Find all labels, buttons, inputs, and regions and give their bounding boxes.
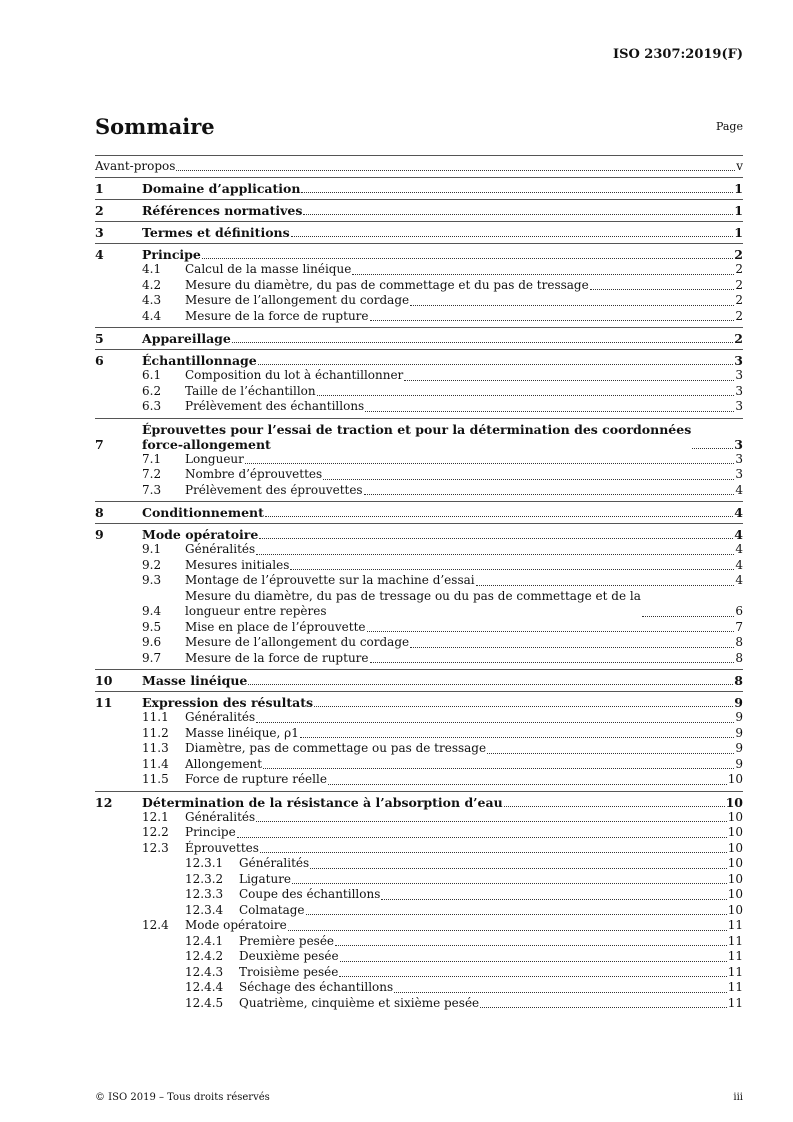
toc-entry-title: Références normatives (142, 203, 303, 218)
toc-entry-number: 12.4.1 (185, 933, 224, 948)
dot-leader (237, 837, 727, 838)
toc-section (95, 691, 743, 791)
toc-entry-title: Mesure du diamètre, du pas de tressage ou du pas de commettage et de la longueur entre repères (185, 588, 641, 618)
toc-entry-page: 4 (734, 505, 743, 520)
toc-entry-title: Deuxième pesée (239, 949, 339, 963)
toc-entry-title: Colmatage (239, 902, 305, 917)
toc-entry-page: 7 (735, 619, 743, 634)
toc-section (95, 243, 743, 327)
toc-entry-page: 4 (734, 527, 743, 542)
dot-leader (476, 585, 735, 586)
toc-entry-title: Prélèvement des éprouvettes (185, 482, 363, 497)
toc-entry[interactable] (95, 980, 743, 996)
table-of-contents (95, 155, 743, 1014)
toc-entry-page: 1 (734, 225, 743, 240)
toc-entry-number: 11.1 (142, 710, 169, 724)
toc-entry-page: 2 (734, 247, 743, 262)
dot-leader (232, 342, 733, 343)
toc-entry[interactable] (95, 872, 743, 888)
toc-entry-page: 9 (735, 741, 743, 755)
dot-leader (292, 883, 727, 884)
toc-entry-title: Échantillonnage (142, 353, 257, 368)
dot-leader (323, 479, 734, 480)
toc-entry[interactable] (95, 841, 743, 857)
toc-entry[interactable] (95, 293, 743, 309)
toc-entry-page: 10 (727, 887, 743, 901)
toc-entry[interactable] (95, 203, 743, 218)
dot-leader (504, 806, 725, 807)
toc-entry-number: 9 (95, 527, 104, 542)
page-column-label: Page (715, 120, 743, 133)
toc-entry-number: 12.4.3 (185, 964, 224, 979)
toc-entry-number: 11 (95, 695, 113, 710)
toc-entry-title: Mesure de l’allongement du cordage (185, 635, 410, 649)
toc-entry[interactable] (95, 225, 743, 240)
toc-entry-title: Taille de l’échantillon (185, 383, 316, 398)
toc-entry-page: 3 (735, 451, 743, 466)
toc-entry-title: Conditionnement (142, 505, 264, 520)
toc-entry-title: Éprouvettes pour l’essai de traction et pour la détermination des coordonnées force-allongement (142, 421, 692, 452)
toc-entry-page: 11 (727, 964, 743, 979)
toc-entry-number: 12.1 (142, 809, 169, 824)
toc-entry[interactable] (95, 726, 743, 742)
dot-leader (487, 753, 734, 754)
toc-entry-page: 4 (735, 573, 743, 587)
toc-entry[interactable] (95, 573, 743, 589)
toc-entry-page: 9 (735, 710, 743, 724)
toc-entry[interactable] (95, 934, 743, 950)
dot-leader (339, 976, 726, 977)
toc-entry-title: Prélèvement des échantillons (185, 399, 365, 413)
dot-leader (248, 684, 733, 685)
toc-entry-number: 2 (95, 203, 104, 218)
toc-entry-page: 3 (734, 353, 743, 368)
toc-entry[interactable] (95, 422, 743, 452)
toc-entry-title: Masse linéique (142, 673, 248, 688)
dot-leader (303, 214, 733, 215)
toc-entry-number: 9.4 (142, 604, 162, 618)
toc-entry-title: Calcul de la masse linéique (185, 262, 352, 276)
toc-entry-page: 4 (735, 482, 743, 497)
dot-leader (590, 289, 735, 290)
toc-entry-title: Principe (185, 825, 236, 839)
toc-entry[interactable] (95, 589, 743, 620)
toc-entry-page: 10 (727, 856, 743, 870)
dot-leader (692, 448, 733, 449)
toc-entry-title: Expression des résultats (142, 695, 314, 710)
toc-entry-number: 12.4 (142, 918, 169, 932)
toc-entry[interactable] (95, 651, 743, 667)
toc-entry-title: Appareillage (142, 331, 231, 346)
toc-entry-title: Ligature (239, 871, 292, 886)
toc-entry-title: Éprouvettes (185, 840, 259, 855)
toc-entry-title: Mesure de la force de rupture (185, 308, 369, 323)
dot-leader (290, 569, 734, 570)
toc-entry-page: 2 (735, 262, 743, 276)
toc-entry-number: 7.1 (142, 451, 162, 466)
toc-entry-page: 4 (735, 542, 743, 556)
toc-entry-number: 10 (95, 673, 113, 688)
toc-entry[interactable] (95, 542, 743, 558)
toc-entry-number: 9.1 (142, 542, 162, 556)
toc-entry-title: Composition du lot à échantillonner (185, 368, 404, 382)
toc-entry-number: 6.1 (142, 368, 162, 382)
toc-entry-page: 3 (735, 467, 743, 481)
dot-leader (310, 868, 727, 869)
dot-leader (258, 364, 734, 365)
toc-entry[interactable] (95, 695, 743, 710)
toc-entry-title: Troisième pesée (239, 964, 339, 979)
dot-leader (314, 706, 733, 707)
toc-entry[interactable] (95, 384, 743, 400)
toc-entry-number: 5 (95, 331, 104, 346)
toc-entry[interactable] (95, 527, 743, 542)
toc-entry-page: 10 (727, 902, 743, 917)
toc-entry-page: 8 (735, 635, 743, 649)
toc-entry-page: 2 (735, 293, 743, 307)
toc-entry-number: 8 (95, 505, 104, 520)
toc-entry-title: Généralités (185, 542, 256, 556)
dot-leader (260, 852, 727, 853)
toc-entry-page: 10 (727, 871, 743, 886)
toc-entry-page: 2 (735, 277, 743, 292)
toc-entry-page: 10 (727, 825, 743, 839)
toc-entry-title: Mesure de la force de rupture (185, 650, 369, 665)
toc-entry[interactable] (95, 247, 743, 262)
dot-leader (410, 647, 734, 648)
toc-entry-page: 8 (735, 650, 743, 665)
toc-entry-number: 4.2 (142, 277, 162, 292)
toc-entry-number: 11.2 (142, 725, 169, 740)
toc-entry-title: Première pesée (239, 933, 335, 948)
toc-entry-title: Avant-propos (95, 159, 176, 173)
toc-entry-page: 11 (727, 949, 743, 963)
toc-entry-title: Masse linéique, ρ1 (185, 725, 299, 740)
toc-entry-number: 12.3.2 (185, 871, 224, 886)
toc-entry-title: Généralités (239, 856, 310, 870)
dot-leader (245, 463, 734, 464)
dot-leader (263, 768, 734, 769)
toc-section (95, 155, 743, 177)
toc-entry-title: Séchage des échantillons (239, 980, 394, 994)
toc-entry-number: 9.2 (142, 557, 162, 572)
dot-leader (202, 258, 733, 259)
toc-entry[interactable] (95, 620, 743, 636)
toc-entry-page: 11 (727, 933, 743, 948)
dot-leader (642, 616, 734, 617)
dot-leader (306, 914, 727, 915)
toc-entry-number: 3 (95, 225, 104, 240)
toc-entry-number: 7.3 (142, 482, 162, 497)
toc-entry-title: Mesures initiales (185, 557, 290, 572)
dot-leader (291, 236, 734, 237)
toc-entry-title: Mesure du diamètre, du pas de commettage et du pas de tressage (185, 277, 589, 292)
toc-entry-page: 10 (727, 809, 743, 824)
toc-entry[interactable] (95, 918, 743, 934)
toc-entry-number: 6.2 (142, 383, 162, 398)
toc-entry-page: 10 (727, 772, 743, 786)
toc-entry[interactable] (95, 309, 743, 325)
toc-entry-number: 6 (95, 353, 104, 368)
toc-entry[interactable] (95, 635, 743, 651)
toc-entry-page: 11 (727, 995, 743, 1010)
dot-leader (340, 961, 727, 962)
dot-leader (335, 945, 727, 946)
toc-section (95, 669, 743, 691)
toc-entry-number: 9.5 (142, 619, 162, 634)
toc-entry[interactable] (95, 887, 743, 903)
toc-entry-page: 10 (727, 840, 743, 855)
toc-entry-page: 2 (735, 308, 743, 323)
toc-entry[interactable] (95, 159, 743, 174)
toc-entry-number: 7 (95, 436, 104, 452)
toc-entry-number: 9.7 (142, 650, 162, 665)
toc-entry[interactable] (95, 996, 743, 1012)
toc-entry-page: 9 (735, 756, 743, 771)
dot-leader (352, 274, 734, 275)
toc-entry-number: 12.4.4 (185, 980, 224, 994)
toc-section (95, 177, 743, 199)
toc-entry-title: Longueur (185, 451, 244, 466)
toc-entry-title: Diamètre, pas de commettage ou pas de tressage (185, 741, 487, 755)
toc-entry[interactable] (95, 772, 743, 788)
toc-entry-title: Mode opératoire (142, 527, 259, 542)
dot-leader (176, 170, 735, 171)
dot-leader (367, 631, 735, 632)
dot-leader (328, 784, 727, 785)
toc-entry-title: Quatrième, cinquième et sixième pesée (239, 995, 480, 1010)
toc-section (95, 349, 743, 418)
toc-entry-title: Mesure de l’allongement du cordage (185, 293, 410, 307)
dot-leader (370, 320, 735, 321)
toc-entry[interactable] (95, 399, 743, 415)
toc-entry-number: 11.5 (142, 772, 169, 786)
toc-entry-page: 8 (734, 673, 743, 688)
footer-copyright: © ISO 2019 – Tous droits réservés (95, 1092, 270, 1103)
toc-section (95, 501, 743, 523)
dot-leader (394, 992, 727, 993)
toc-entry-title: Détermination de la résistance à l’absorption d’eau (142, 794, 503, 810)
toc-entry-number: 9.3 (142, 573, 162, 587)
toc-entry-title: Montage de l’éprouvette sur la machine d’essai (185, 573, 475, 587)
toc-entry[interactable] (95, 825, 743, 841)
toc-entry-title: Généralités (185, 710, 256, 724)
toc-entry-page: 9 (734, 695, 743, 710)
toc-entry[interactable] (95, 741, 743, 757)
toc-entry-number: 7.2 (142, 467, 162, 481)
toc-entry[interactable] (95, 505, 743, 520)
toc-entry-number: 12.4.2 (185, 949, 224, 963)
toc-entry[interactable] (95, 558, 743, 574)
toc-entry-number: 4.3 (142, 293, 162, 307)
footer-page-number: iii (733, 1092, 743, 1103)
toc-entry-title: Principe (142, 247, 201, 262)
dot-leader (256, 554, 734, 555)
toc-entry[interactable] (95, 368, 743, 384)
toc-entry-page: 1 (734, 203, 743, 218)
toc-entry-page: 3 (735, 399, 743, 413)
dot-leader (256, 722, 734, 723)
toc-entry-number: 12.2 (142, 825, 169, 839)
toc-entry[interactable] (95, 278, 743, 294)
dot-leader (288, 930, 727, 931)
toc-entry[interactable] (95, 353, 743, 368)
dot-leader (259, 538, 733, 539)
toc-entry[interactable] (95, 757, 743, 773)
toc-entry-number: 9.6 (142, 635, 162, 649)
toc-entry-page: 4 (735, 557, 743, 572)
toc-entry-page: 11 (727, 980, 743, 994)
dot-leader (404, 380, 734, 381)
toc-entry[interactable] (95, 810, 743, 826)
dot-leader (317, 395, 735, 396)
toc-entry[interactable] (95, 949, 743, 965)
toc-entry-number: 12.4.5 (185, 995, 224, 1010)
toc-entry-page: 2 (734, 331, 743, 346)
toc-entry-number: 1 (95, 181, 104, 196)
toc-entry[interactable] (95, 856, 743, 872)
dot-leader (256, 821, 727, 822)
toc-entry-page: 9 (735, 725, 743, 740)
toc-entry[interactable] (95, 452, 743, 468)
toc-entry-title: Mode opératoire (185, 918, 287, 932)
toc-entry-number: 4.1 (142, 262, 162, 276)
toc-entry[interactable] (95, 331, 743, 346)
toc-entry[interactable] (95, 467, 743, 483)
toc-entry-page: 6 (735, 604, 743, 618)
toc-section (95, 327, 743, 349)
toc-entry[interactable] (95, 673, 743, 688)
toc-entry-number: 12.3.1 (185, 856, 224, 870)
standard-reference: ISO 2307:2019(F) (612, 47, 743, 62)
toc-entry-number: 11.3 (142, 741, 169, 755)
toc-entry-page: 1 (734, 181, 743, 196)
dot-leader (301, 192, 733, 193)
toc-entry-number: 4 (95, 247, 104, 262)
toc-entry[interactable] (95, 262, 743, 278)
dot-leader (480, 1007, 727, 1008)
toc-section (95, 523, 743, 669)
dot-leader (370, 662, 735, 663)
toc-entry-title: Mise en place de l’éprouvette (185, 619, 366, 634)
toc-entry-number: 12.3 (142, 840, 169, 855)
dot-leader (300, 737, 735, 738)
toc-entry-title: Généralités (185, 809, 256, 824)
toc-entry[interactable] (95, 795, 743, 810)
toc-section (95, 199, 743, 221)
toc-section (95, 418, 743, 502)
toc-entry[interactable] (95, 710, 743, 726)
toc-entry-number: 12.3.4 (185, 902, 224, 917)
toc-entry-number: 6.3 (142, 399, 162, 413)
toc-entry-title: Coupe des échantillons (239, 887, 381, 901)
toc-entry[interactable] (95, 483, 743, 499)
toc-entry-title: Allongement (185, 756, 263, 771)
dot-leader (364, 494, 735, 495)
toc-entry-page: 3 (735, 383, 743, 398)
toc-entry-page: 3 (735, 368, 743, 382)
toc-entry-number: 12.3.3 (185, 887, 224, 901)
toc-entry-title: Nombre d’éprouvettes (185, 467, 323, 481)
toc-entry-title: Force de rupture réelle (185, 772, 327, 786)
toc-entry-number: 12 (95, 794, 113, 810)
dot-leader (381, 899, 726, 900)
toc-entry-page: 10 (725, 794, 743, 810)
toc-section (95, 791, 743, 1015)
dot-leader (365, 411, 734, 412)
toc-entry[interactable] (95, 965, 743, 981)
toc-entry-page: v (736, 159, 743, 173)
dot-leader (410, 305, 734, 306)
toc-entry-title: Domaine d’application (142, 181, 301, 196)
page-title: Sommaire (95, 114, 215, 139)
toc-entry-title: Termes et définitions (142, 225, 290, 240)
toc-entry[interactable] (95, 903, 743, 919)
toc-entry-number: 4.4 (142, 308, 162, 323)
toc-section (95, 221, 743, 243)
toc-entry[interactable] (95, 181, 743, 196)
dot-leader (265, 516, 733, 517)
toc-entry-page: 11 (727, 918, 743, 932)
toc-entry-number: 11.4 (142, 756, 169, 771)
toc-entry-page: 3 (734, 436, 743, 452)
